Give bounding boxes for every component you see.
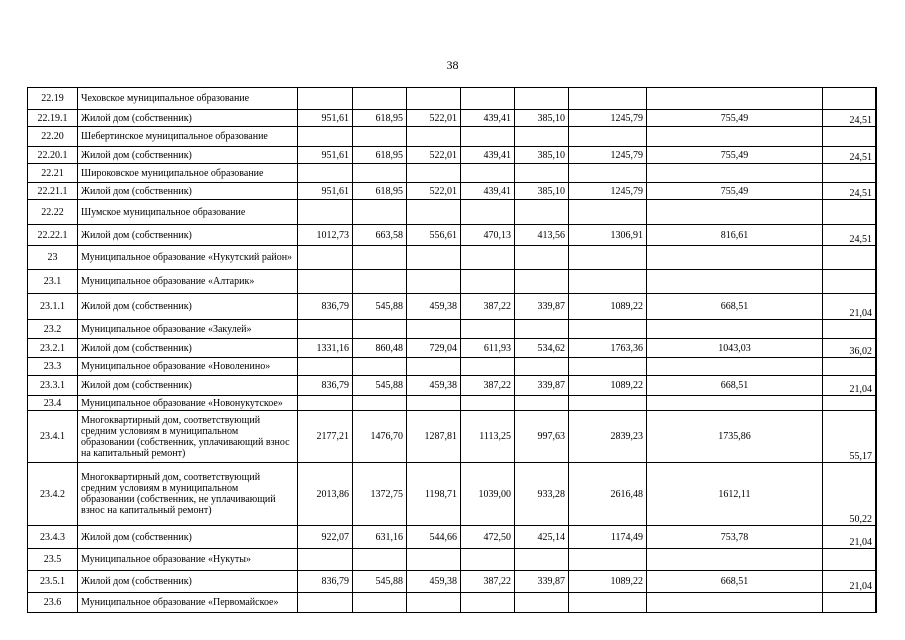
value-cell <box>298 593 353 613</box>
blank-cell <box>876 270 877 294</box>
value-cell: 1245,79 <box>569 147 647 164</box>
value-cell: 1174,49 <box>569 526 647 549</box>
row-name: Жилой дом (собственник) <box>78 571 298 593</box>
value-cell <box>407 320 461 339</box>
value-cell: 997,63 <box>515 411 569 463</box>
table-row <box>28 411 877 463</box>
value-cell <box>515 88 569 110</box>
value-cell <box>353 127 407 147</box>
value-cell <box>515 164 569 183</box>
value-cell <box>647 358 823 376</box>
row-code: 23.2.1 <box>28 339 78 358</box>
value-cell <box>353 164 407 183</box>
value-cell <box>461 200 515 225</box>
value-cell: 668,51 <box>647 294 823 320</box>
value-cell: 922,07 <box>298 526 353 549</box>
value-cell: 755,49 <box>647 147 823 164</box>
value-cell <box>569 320 647 339</box>
value-cell: 472,50 <box>461 526 515 549</box>
value-cell <box>353 593 407 613</box>
value-cell: 459,38 <box>407 571 461 593</box>
value-cell <box>353 320 407 339</box>
value-cell <box>647 396 823 411</box>
value-cell: 1089,22 <box>569 294 647 320</box>
value-cell <box>461 246 515 270</box>
value-cell: 545,88 <box>353 571 407 593</box>
row-name: Жилой дом (собственник) <box>78 110 298 127</box>
row-code: 23.6 <box>28 593 78 613</box>
value-cell <box>461 320 515 339</box>
row-code: 23.4.2 <box>28 463 78 526</box>
row-name: Жилой дом (собственник) <box>78 376 298 396</box>
value-cell <box>461 358 515 376</box>
value-cell <box>515 396 569 411</box>
value-cell <box>647 549 823 571</box>
row-name: Шебертинское муниципальное образование <box>78 127 298 147</box>
row-code: 22.20 <box>28 127 78 147</box>
value-cell <box>647 270 823 294</box>
row-code: 22.22.1 <box>28 225 78 246</box>
value-cell <box>461 164 515 183</box>
value-cell: 387,22 <box>461 294 515 320</box>
value-cell: 951,61 <box>298 147 353 164</box>
value-cell: 544,66 <box>407 526 461 549</box>
value-cell <box>407 246 461 270</box>
blank-cell <box>876 200 877 225</box>
value-cell <box>353 270 407 294</box>
value-cell: 2177,21 <box>298 411 353 463</box>
row-code: 23.4 <box>28 396 78 411</box>
row-name: Муниципальное образование «Новонукутское» <box>78 396 298 411</box>
value-cell <box>569 246 647 270</box>
value-cell: 339,87 <box>515 571 569 593</box>
row-name: Многоквартирный дом, соответствующий средним условиям в муниципальном образовании (собственник, не уплачивающий взнос на капитальный ремонт) <box>78 463 298 526</box>
value-cell <box>298 200 353 225</box>
value-cell <box>461 88 515 110</box>
value-cell <box>353 549 407 571</box>
value-cell: 55,17 <box>823 411 876 463</box>
value-cell: 836,79 <box>298 376 353 396</box>
value-cell <box>353 396 407 411</box>
value-cell <box>407 127 461 147</box>
value-cell <box>515 127 569 147</box>
value-cell <box>823 200 876 225</box>
value-cell <box>515 200 569 225</box>
row-name: Жилой дом (собственник) <box>78 183 298 200</box>
value-cell: 1306,91 <box>569 225 647 246</box>
value-cell <box>407 88 461 110</box>
value-cell: 836,79 <box>298 571 353 593</box>
blank-cell <box>876 110 877 127</box>
value-cell <box>298 88 353 110</box>
value-cell: 439,41 <box>461 183 515 200</box>
value-cell <box>407 549 461 571</box>
row-name: Жилой дом (собственник) <box>78 225 298 246</box>
value-cell: 387,22 <box>461 376 515 396</box>
row-code: 23.3 <box>28 358 78 376</box>
row-name: Жилой дом (собственник) <box>78 147 298 164</box>
value-cell: 21,04 <box>823 294 876 320</box>
value-cell <box>515 320 569 339</box>
row-code: 22.19 <box>28 88 78 110</box>
section-header-row <box>28 127 877 147</box>
blank-cell <box>876 225 877 246</box>
row-code: 23.4.1 <box>28 411 78 463</box>
value-cell: 663,58 <box>353 225 407 246</box>
value-cell <box>647 593 823 613</box>
value-cell: 618,95 <box>353 110 407 127</box>
value-cell <box>461 549 515 571</box>
tariff-table <box>27 87 877 613</box>
value-cell: 2013,86 <box>298 463 353 526</box>
value-cell: 413,56 <box>515 225 569 246</box>
value-cell: 1012,73 <box>298 225 353 246</box>
value-cell: 339,87 <box>515 294 569 320</box>
table-row <box>28 225 877 246</box>
value-cell <box>647 88 823 110</box>
value-cell: 1287,81 <box>407 411 461 463</box>
value-cell <box>515 270 569 294</box>
value-cell <box>823 396 876 411</box>
value-cell <box>823 88 876 110</box>
row-name: Жилой дом (собственник) <box>78 339 298 358</box>
value-cell: 1612,11 <box>647 463 823 526</box>
section-header-row <box>28 320 877 339</box>
section-header-row <box>28 358 877 376</box>
value-cell <box>298 396 353 411</box>
value-cell: 951,61 <box>298 110 353 127</box>
value-cell <box>461 396 515 411</box>
value-cell: 1735,86 <box>647 411 823 463</box>
value-cell <box>407 396 461 411</box>
value-cell: 545,88 <box>353 376 407 396</box>
value-cell <box>407 164 461 183</box>
value-cell <box>298 270 353 294</box>
blank-cell <box>876 183 877 200</box>
value-cell: 1245,79 <box>569 110 647 127</box>
row-name: Муниципальное образование «Новоленино» <box>78 358 298 376</box>
row-code: 23.1.1 <box>28 294 78 320</box>
section-header-row <box>28 200 877 225</box>
value-cell <box>353 200 407 225</box>
value-cell: 24,51 <box>823 147 876 164</box>
value-cell <box>823 127 876 147</box>
value-cell: 729,04 <box>407 339 461 358</box>
value-cell <box>298 358 353 376</box>
value-cell: 1089,22 <box>569 571 647 593</box>
blank-cell <box>876 411 877 463</box>
value-cell: 860,48 <box>353 339 407 358</box>
value-cell: 755,49 <box>647 183 823 200</box>
value-cell: 618,95 <box>353 147 407 164</box>
value-cell: 387,22 <box>461 571 515 593</box>
value-cell: 816,61 <box>647 225 823 246</box>
value-cell: 1245,79 <box>569 183 647 200</box>
value-cell: 425,14 <box>515 526 569 549</box>
value-cell <box>569 270 647 294</box>
value-cell <box>461 270 515 294</box>
table-row <box>28 376 877 396</box>
value-cell: 21,04 <box>823 526 876 549</box>
row-code: 22.21 <box>28 164 78 183</box>
value-cell <box>823 320 876 339</box>
value-cell: 459,38 <box>407 376 461 396</box>
row-name: Муниципальное образование «Первомайское» <box>78 593 298 613</box>
row-name: Многоквартирный дом, соответствующий средним условиям в муниципальном образовании (собственник, уплачивающий взнос на капитальный ремонт) <box>78 411 298 463</box>
table-row <box>28 110 877 127</box>
value-cell <box>569 549 647 571</box>
value-cell: 1043,03 <box>647 339 823 358</box>
blank-cell <box>876 526 877 549</box>
value-cell <box>647 246 823 270</box>
table-row <box>28 183 877 200</box>
value-cell <box>647 320 823 339</box>
page-number: 38 <box>446 58 459 72</box>
value-cell <box>823 164 876 183</box>
table-row <box>28 294 877 320</box>
row-name: Муниципальное образование «Нукуты» <box>78 549 298 571</box>
blank-cell <box>876 246 877 270</box>
value-cell: 522,01 <box>407 110 461 127</box>
row-code: 23.5 <box>28 549 78 571</box>
value-cell: 24,51 <box>823 110 876 127</box>
value-cell <box>823 593 876 613</box>
value-cell: 1476,70 <box>353 411 407 463</box>
value-cell: 439,41 <box>461 110 515 127</box>
row-name: Муниципальное образование «Нукутский район» <box>78 246 298 270</box>
value-cell <box>407 593 461 613</box>
section-header-row <box>28 396 877 411</box>
section-header-row <box>28 549 877 571</box>
row-code: 23.2 <box>28 320 78 339</box>
value-cell: 24,51 <box>823 225 876 246</box>
value-cell: 668,51 <box>647 376 823 396</box>
value-cell: 1763,36 <box>569 339 647 358</box>
value-cell: 385,10 <box>515 147 569 164</box>
value-cell: 459,38 <box>407 294 461 320</box>
value-cell <box>823 358 876 376</box>
value-cell <box>569 593 647 613</box>
value-cell: 631,16 <box>353 526 407 549</box>
blank-cell <box>876 339 877 358</box>
value-cell <box>515 549 569 571</box>
value-cell: 2839,23 <box>569 411 647 463</box>
row-name: Жилой дом (собственник) <box>78 294 298 320</box>
row-code: 22.20.1 <box>28 147 78 164</box>
value-cell: 21,04 <box>823 376 876 396</box>
row-name: Широковское муниципальное образование <box>78 164 298 183</box>
row-code: 23.5.1 <box>28 571 78 593</box>
value-cell: 534,62 <box>515 339 569 358</box>
value-cell <box>407 200 461 225</box>
value-cell <box>515 246 569 270</box>
row-code: 22.21.1 <box>28 183 78 200</box>
blank-cell <box>876 571 877 593</box>
section-header-row <box>28 88 877 110</box>
value-cell: 1331,16 <box>298 339 353 358</box>
value-cell <box>569 358 647 376</box>
value-cell: 545,88 <box>353 294 407 320</box>
value-cell <box>353 358 407 376</box>
value-cell <box>647 127 823 147</box>
value-cell <box>569 88 647 110</box>
blank-cell <box>876 88 877 110</box>
row-code: 22.19.1 <box>28 110 78 127</box>
value-cell: 933,28 <box>515 463 569 526</box>
blank-cell <box>876 320 877 339</box>
row-code: 22.22 <box>28 200 78 225</box>
blank-cell <box>876 127 877 147</box>
value-cell: 1198,71 <box>407 463 461 526</box>
blank-cell <box>876 358 877 376</box>
value-cell: 439,41 <box>461 147 515 164</box>
value-cell <box>569 200 647 225</box>
value-cell: 385,10 <box>515 110 569 127</box>
value-cell: 836,79 <box>298 294 353 320</box>
blank-cell <box>876 549 877 571</box>
value-cell <box>353 88 407 110</box>
table-row <box>28 571 877 593</box>
value-cell <box>353 246 407 270</box>
row-name: Муниципальное образование «Закулей» <box>78 320 298 339</box>
value-cell: 1089,22 <box>569 376 647 396</box>
value-cell <box>298 127 353 147</box>
row-name: Муниципальное образование «Алтарик» <box>78 270 298 294</box>
value-cell <box>823 270 876 294</box>
value-cell <box>569 396 647 411</box>
value-cell <box>298 320 353 339</box>
value-cell <box>647 200 823 225</box>
blank-cell <box>876 164 877 183</box>
value-cell <box>298 164 353 183</box>
value-cell: 1039,00 <box>461 463 515 526</box>
row-code: 23 <box>28 246 78 270</box>
section-header-row <box>28 164 877 183</box>
value-cell: 21,04 <box>823 571 876 593</box>
value-cell: 36,02 <box>823 339 876 358</box>
value-cell: 385,10 <box>515 183 569 200</box>
row-code: 23.1 <box>28 270 78 294</box>
row-code: 23.3.1 <box>28 376 78 396</box>
value-cell <box>569 127 647 147</box>
value-cell: 1113,25 <box>461 411 515 463</box>
row-name: Чеховское муниципальное образование <box>78 88 298 110</box>
row-name: Шумское муниципальное образование <box>78 200 298 225</box>
blank-cell <box>876 463 877 526</box>
value-cell <box>515 358 569 376</box>
value-cell <box>569 164 647 183</box>
value-cell: 618,95 <box>353 183 407 200</box>
section-header-row <box>28 593 877 613</box>
value-cell: 556,61 <box>407 225 461 246</box>
value-cell: 470,13 <box>461 225 515 246</box>
row-name: Жилой дом (собственник) <box>78 526 298 549</box>
blank-cell <box>876 147 877 164</box>
value-cell <box>461 593 515 613</box>
table-row <box>28 463 877 526</box>
value-cell: 755,49 <box>647 110 823 127</box>
section-header-row <box>28 270 877 294</box>
value-cell: 24,51 <box>823 183 876 200</box>
value-cell <box>515 593 569 613</box>
value-cell: 668,51 <box>647 571 823 593</box>
value-cell: 50,22 <box>823 463 876 526</box>
blank-cell <box>876 294 877 320</box>
row-code: 23.4.3 <box>28 526 78 549</box>
table-row <box>28 526 877 549</box>
value-cell <box>298 246 353 270</box>
blank-cell <box>876 593 877 613</box>
value-cell: 611,93 <box>461 339 515 358</box>
value-cell <box>647 164 823 183</box>
blank-cell <box>876 376 877 396</box>
value-cell: 522,01 <box>407 183 461 200</box>
value-cell: 753,78 <box>647 526 823 549</box>
table-row <box>28 339 877 358</box>
value-cell: 1372,75 <box>353 463 407 526</box>
value-cell <box>298 549 353 571</box>
value-cell: 951,61 <box>298 183 353 200</box>
value-cell: 522,01 <box>407 147 461 164</box>
section-header-row <box>28 246 877 270</box>
value-cell <box>407 358 461 376</box>
blank-cell <box>876 396 877 411</box>
value-cell <box>461 127 515 147</box>
value-cell <box>407 270 461 294</box>
value-cell: 339,87 <box>515 376 569 396</box>
value-cell: 2616,48 <box>569 463 647 526</box>
value-cell <box>823 549 876 571</box>
table-row <box>28 147 877 164</box>
value-cell <box>823 246 876 270</box>
